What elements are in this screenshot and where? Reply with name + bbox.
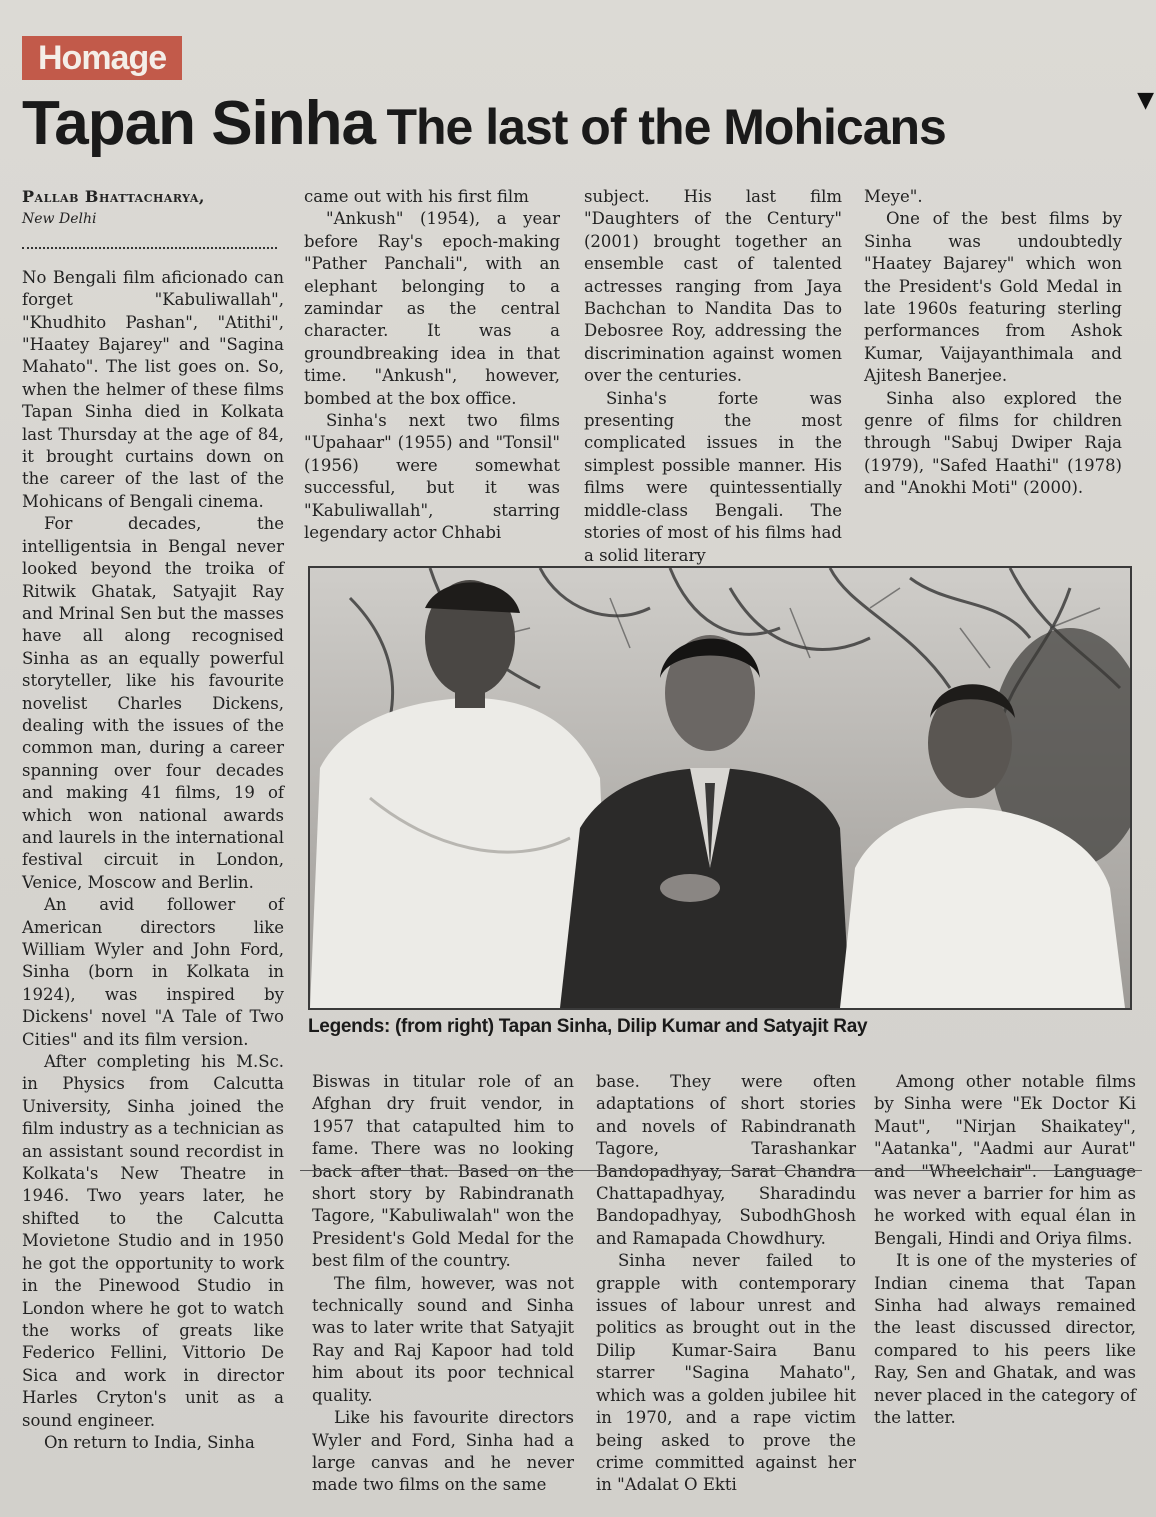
byline-location: New Delhi: [22, 211, 97, 228]
paragraph: The film, however, was not technically sound and Sinha was to later write that Satyajit Ray and Raj Kapoor had told him about its poor technical quality.: [312, 1273, 574, 1405]
paragraph: It is one of the mysteries of Indian cinema that Tapan Sinha had always remained the least discussed director, compared to his peers like Ray, Sen and Ghatak, and was never placed in the category of the latter.: [874, 1251, 1136, 1428]
paragraph: "Ankush" (1954), a year before Ray's epoch-making "Pather Panchali", with an elephant belonging to a zamindar as the central character. It was a groundbreaking idea in that time. "Ankush", however, bombed at the box office.: [304, 209, 560, 408]
strikethrough-line: [300, 1170, 1142, 1171]
article-column-4-top: [864, 186, 1122, 500]
paragraph: Meye".: [864, 187, 923, 206]
corner-arrow-icon: ▼: [1137, 88, 1154, 113]
headline-main: Tapan Sinha: [22, 89, 376, 158]
paragraph: Sinha never failed to grapple with contemporary issues of labour unrest and politics as brought out in the Dilip Kumar-Saira Banu starrer "Sagina Mahato", which was a golden jubilee hit in 1970, and a rape victim being asked to prove the crime committed against her in "Adalat O Ekti: [596, 1251, 856, 1495]
paragraph: base. They were often adaptations of short stories and novels of Rabindranath Tagore, Tarashankar Bandopadhyay, Sarat Chandra Chattapadhyay, Sharadindu Bandopadhyay, SubodhGhosh and Ramapada Chowdhury.: [596, 1072, 856, 1248]
paragraph: No Bengali film aficionado can forget "Kabuliwallah", "Khudhito Pashan", "Atithi", "Haatey Bajarey" and "Sagina Mahato". The list goes on. So, when the helmer of these films Tapan Sinha died in Kolkata last Thursday at the age of 84, it brought curtains down on the career of the last of the Mohicans of Bengali cinema.: [22, 267, 284, 511]
section-kicker: Homage: [22, 36, 182, 80]
headline: [22, 88, 946, 159]
paragraph: An avid follower of American directors like William Wyler and John Ford, Sinha (born in Kolkata in 1924), was inspired by Dickens' novel "A Tale of Two Cities" and its film version.: [22, 895, 284, 1049]
article-column-2-top: [304, 186, 560, 545]
paragraph: subject. His last film "Daughters of the Century" (2001) brought together an ensemble cast of talented actresses ranging from Jaya Bachchan to Nandita Das to Debosree Roy, addressing the discrimination against women over the centuries.: [584, 187, 842, 386]
paragraph: For decades, the intelligentsia in Bengal never looked beyond the troika of Ritwik Ghatak, Satyajit Ray and Mrinal Sen but the masses have all along recognised Sinha as an equally powerful storyteller, like his favourite novelist Charles Dickens, dealing with the issues of the common man, during a career spanning over four decades and making 41 films, 19 of which won national awards and laurels in the international festival circuit in London, Venice, Moscow and Berlin.: [22, 514, 284, 892]
headline-sub: The last of the Mohicans: [386, 99, 946, 155]
paragraph: Sinha's forte was presenting the most complicated issues in the simplest possible manner. His films were quintessentially middle-class Bengali. The stories of most of his films had a solid literary: [584, 388, 842, 565]
paragraph: came out with his first film: [304, 187, 529, 206]
article-column-4-bottom: [874, 1071, 1136, 1430]
paragraph: On return to India, Sinha: [44, 1432, 255, 1452]
byline-divider: [22, 247, 277, 249]
photo-caption: Legends: (from right) Tapan Sinha, Dilip Kumar and Satyajit Ray: [308, 1016, 868, 1037]
paragraph: After completing his M.Sc. in Physics from Calcutta University, Sinha joined the film industry as a technician as an assistant sound recordist in Kolkata's New Theatre in 1946. Two years later, he shifted to the Calcutta Movietone Studio and in 1950 he got the opportunity to work in the Pinewood Studio in London where he got to watch the works of greats like Federico Fellini, Vittorio De Sica and work in director Harles Cryton's unit as a sound engineer.: [22, 1052, 284, 1430]
article-column-1: [22, 186, 284, 1454]
article-column-3-bottom: [596, 1071, 856, 1497]
paragraph: Like his favourite directors Wyler and Ford, Sinha had a large canvas and he never made two films on the same: [312, 1408, 574, 1495]
article-column-3-top: [584, 186, 842, 567]
byline-name: Pallab Bhattacharya,: [22, 187, 205, 206]
paragraph: Sinha also explored the genre of films for children through "Sabuj Dwiper Raja (1979), "Safed Haathi" (1978) and "Anokhi Moti" (2000).: [864, 388, 1122, 498]
paragraph: Among other notable films by Sinha were "Ek Doctor Ki Maut", "Nirjan Shaikatey", "Aatanka", "Aadmi aur Aurat" and "Wheelchair". Language was never a barrier for him as he worked with equal élan in Bengali, Hindi and Oriya films.: [874, 1072, 1136, 1248]
paragraph: Sinha's next two films "Upahaar" (1955) and "Tonsil" (1956) were somewhat successful, but it was "Kabuliwallah", starring legendary actor Chhabi: [304, 411, 560, 543]
photograph: [308, 566, 1132, 1010]
paragraph: One of the best films by Sinha was undoubtedly "Haatey Bajarey" which won the President's Gold Medal in late 1960s featuring sterling performances from Ashok Kumar, Vaijayanthimala and Ajitesh Banerjee.: [864, 209, 1122, 386]
paragraph: Biswas in titular role of an Afghan dry fruit vendor, in 1957 that catapulted him to fame. There was no looking back after that. Based on the short story by Rabindranath Tagore, "Kabuliwalah" won the President's Gold Medal for the best film of the country.: [312, 1072, 574, 1271]
article-column-2-bottom: [312, 1071, 574, 1497]
